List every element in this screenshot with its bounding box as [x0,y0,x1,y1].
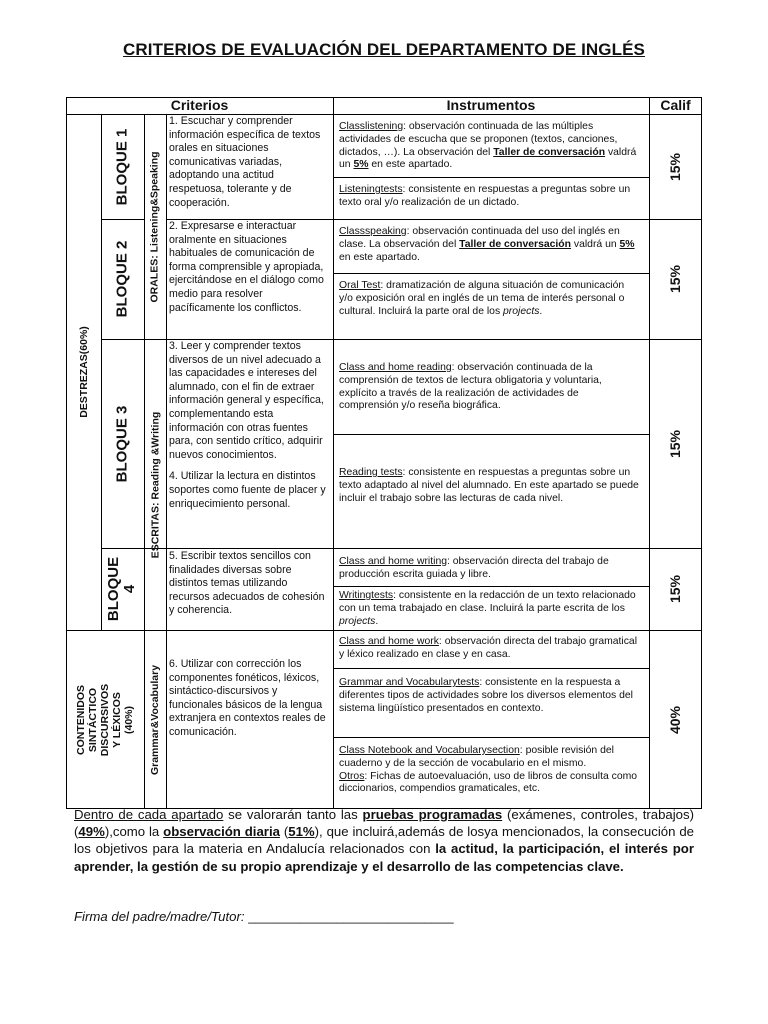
instrument-text: : Fichas de autoevaluación, uso de libros de consulta como diccionarios, compendios gramaticales, etc. [339,770,638,795]
header-criterios: Criterios [170,97,229,113]
group-destrezas-label: DESTREZAS(60%) [77,326,90,418]
criterion-3-4 [169,340,329,511]
grid-line [333,737,649,738]
instrument-text: : posible revisión del cuaderno y de la sección de vocabulario en el mismo. [339,745,614,769]
instrument-text: : observación continuada del uso del inglés en clase. La observación del [339,226,620,250]
instrument-name: Class and home writing [339,556,447,567]
signature-colon: : [240,909,245,924]
criterion-1: 1. Escuchar y comprender información específica de textos orales en situaciones comunicativas variadas, adoptando una actitud respetuosa, tolerante y de cooperación. [169,115,321,209]
paragraph-text: Dentro de cada apartado [74,807,224,822]
instrument-text: : observación continuada de las múltiples actividades de escucha que se proponen (textos, canciones, dictados, …). La observación del [339,121,618,158]
instrument-writingtests [339,590,639,628]
group-contenidos [66,630,144,809]
instrument-highlight: Taller de conversación [493,146,606,158]
calif-bloque-4 [649,548,702,630]
bloque-1-label: BLOQUE 1 [113,128,131,205]
instrument-name: Otros [339,770,365,782]
paragraph-emphasis: 51% [288,824,315,840]
paragraph-emphasis: la actitud, la participación, el interés por aprender, la gestión de su propio aprendizaje y el desarrollo de las competencias clave. [74,841,694,874]
criterion-3: 3. Leer y comprender textos diversos de un nivel adecuado a las capacidades e intereses del alumnado, con el fin de extraer información general y específica, complementando esta información con otras fuentes para, con sentido crítico, adquirir nuevos conocimientos. [169,340,324,461]
grid-line [333,273,649,274]
grid-line [333,177,649,178]
document-title: CRITERIOS DE EVALUACIÓN DEL DEPARTAMENTO DE INGLÉS [123,40,645,59]
instrument-oraltest [339,280,639,318]
grid-line [333,97,334,809]
bloque-4 [101,548,144,630]
calif-contenidos [649,630,702,809]
bloque-2 [101,219,144,339]
instrument-listeningtests [339,184,639,210]
paragraph-emphasis: 49% [78,824,105,840]
bloque-4-label: BLOQUE [105,556,123,622]
instrument-italic: projects [339,615,376,627]
criterion-2: 2. Expresarse e interactuar oralmente en situaciones habituales de comunicación de forma comprensible y apropiada, ejercitándose en el diálogo como medio para resolver pacíficamente los conflictos. [169,220,324,314]
criterion-4: 4. Utilizar la lectura en distintos soportes como fuente de placer y enriquecimiento personal. [169,470,326,510]
instrument-text: : dramatización de alguna situación de comunicación y/o exposición oral en inglés de un tema de interés personal o cultural. Incluirá la parte oral de los [339,280,625,317]
subgroup-grammar-label: Grammar&Vocabulary [149,664,162,775]
paragraph-emphasis: observación diaria [163,824,280,840]
subgroup-escritas-label: ESCRITAS: Reading &Writing [149,411,161,558]
instrument-class-home-writing [339,556,639,582]
instrument-name: Writingtests [339,590,394,601]
instrument-text: : consistente en respuestas a preguntas sobre un texto oral y/o realización de un dictado. [339,184,631,208]
instrument-text: en este apartado. [339,251,420,263]
paragraph-text: ( [279,824,289,840]
calif-bloque-2 [649,219,702,339]
criterion-5: 5. Escribir textos sencillos con finalidades diversas sobre distintos temas utilizando recursos adecuados de cohesión y coherencia. [169,550,325,617]
bloque-3-label: BLOQUE 3 [113,405,131,482]
subgroup-orales [144,114,166,339]
grid-line [333,434,649,435]
instrument-text: : observación directa del trabajo gramatical y léxico realizado en clase y en casa. [339,636,638,660]
instrument-highlight: 5% [353,159,369,171]
instrument-name: Reading tests [339,467,403,478]
instrument-name: Classspeaking [339,226,407,237]
grid-line [101,548,702,549]
instrument-grammar-vocab-tests [339,677,639,715]
instrument-reading-tests [339,467,639,505]
instrument-text: : consistente en la redacción de un texto relacionado con un tema trabajado en clase. Incluirá la parte escrita de los [339,590,636,614]
group-contenidos-label: CONTENIDOS SINTÁCTICO DISCURSIVOS Y LÉXICOS (40%) [75,683,135,756]
signature-label: Firma del padre/madre/Tutor [74,909,241,924]
bloque-1 [101,114,144,219]
calif-bloque-1 [649,114,702,219]
calif-bloque-3-value: 15% [667,429,684,458]
instrument-text: en este apartado. [368,159,453,171]
paragraph-emphasis: pruebas programadas [362,807,503,822]
paragraph-text: se valorarán tanto las [223,807,363,822]
instrument-text: : consistente en respuestas a preguntas sobre un texto adaptado al nivel del alumnado. En este apartado se puede incluir el trabajo sobre las lecturas de cada nivel. [339,467,639,504]
paragraph-text: (exámenes, controles, trabajos) ( [74,807,695,840]
instrument-name: Listeningtests [339,184,403,195]
instrument-highlight: Taller de conversación [459,238,571,250]
grid-line [333,586,649,587]
instrument-classspeaking [339,226,639,264]
signature-line [74,909,454,924]
subgroup-escritas [144,339,166,630]
group-destrezas [66,114,101,630]
instrument-name: Oral Test [339,280,381,291]
instrument-class-home-reading [339,362,639,413]
bloque-3 [101,339,144,548]
calif-contenidos-value: 40% [667,705,684,734]
instrument-text: . [539,305,543,317]
instrument-highlight: 5% [619,238,635,250]
instrument-italic: projects [503,305,540,317]
instrument-class-notebook [339,745,639,796]
instrument-classlistening [339,121,639,172]
header-calif: Calif [660,97,691,113]
instrument-name: Class Notebook and Vocabularysection [339,745,520,756]
calif-bloque-4-value: 15% [667,574,684,604]
instrument-name: Grammar and Vocabularytests [339,677,480,688]
bloque-2-label: BLOQUE 2 [113,240,131,318]
paragraph-text: ), que incluirá,además de losya mencionados, la consecución de los objetivos para la materia en Andalucía relacionados con [74,824,694,857]
instrument-text: : consistente en la respuesta a diferentes tipos de actividades sobre los diversos elementos del sistema lingüístico presentados en contexto. [339,677,633,714]
instrument-name: Class and home reading [339,362,452,373]
instrument-text: : observación directa del trabajo de producción escrita guiada y libre. [339,556,609,580]
instrument-text: . [375,615,379,627]
instrument-name: Classlistening [339,121,404,132]
paragraph-text: ),como la [104,824,164,840]
calif-bloque-3 [649,339,702,548]
calif-bloque-2-value: 15% [667,264,684,294]
instrument-class-home-work [339,636,639,662]
header-instrumentos: Instrumentos [446,97,536,113]
criterion-6: 6. Utilizar con corrección los componentes fonéticos, léxicos, sintáctico-discursivos y funcionales básicos de la lengua extranjera en contextos reales de comunicación. [169,658,326,738]
grid-line [333,668,649,669]
instrument-text: : observación continuada de la comprensión de textos de lectura obligatoria y voluntaria, explícito a través de la realización de actividades de comprensión y/o reseña biográfica. [339,362,602,412]
evaluation-paragraph [74,806,694,875]
instrument-text: valdrá un [571,238,620,250]
instrument-name: Class and home work [339,636,439,647]
instrument-text: valdrá un [339,146,637,171]
bloque-4-number: 4 [121,584,139,594]
calif-bloque-1-value: 15% [667,152,684,181]
subgroup-grammar [144,630,166,809]
subgroup-orales-label: ORALES: Listening&Speaking [149,150,162,303]
signature-blank: ____________________________ [244,909,454,924]
